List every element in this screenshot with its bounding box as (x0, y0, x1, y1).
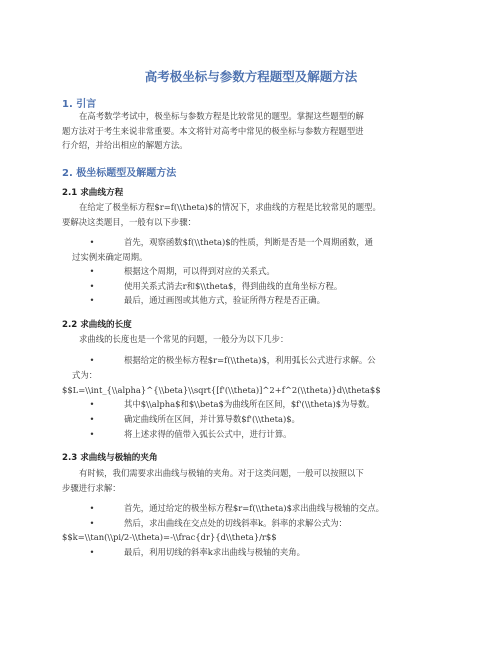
bullet-icon: • (89, 399, 95, 409)
list-item-text: 根据给定的极坐标方程$r=f(\\theta)$，利用弧长公式进行求解。公 (124, 355, 376, 365)
subsection-heading-polar-angle: 2.3 求曲线与极轴的夹角 (62, 453, 158, 463)
section-heading-introduction: 1. 引言 (62, 99, 97, 110)
bullet-icon: • (89, 237, 95, 247)
list-item-text: 最后，利用切线的斜率k求出曲线与极轴的夹角。 (124, 547, 305, 557)
curve-equation-line-2: 要解决这类题目，一般有以下步骤： (62, 216, 196, 227)
list-item (62, 427, 430, 442)
polar-angle-paragraph (62, 466, 430, 495)
curve-length-paragraph: 求曲线的长度也是一个常见的问题，一般分为以下几步： (79, 334, 289, 344)
list-item-text: 然后，求出曲线在交点处的切线斜率k。斜率的求解公式为： (124, 518, 347, 528)
intro-paragraph (62, 109, 430, 153)
list-item-text-continued: 式为： (72, 369, 98, 380)
list-item (62, 353, 430, 382)
list-item (62, 397, 430, 412)
list-item (62, 264, 430, 279)
list-item (62, 412, 430, 427)
list-item-text: 将上述求得的值带入弧长公式中，进行计算。 (124, 429, 292, 439)
list-item-text: 最后，通过画图或其他方式，验证所得方程是否正确。 (124, 295, 325, 305)
subsection-heading-curve-equation: 2.1 求曲线方程 (62, 188, 124, 198)
intro-line-1: 在高考数学考试中，极坐标与参数方程是比较常见的题型。掌握这些题型的解 (79, 111, 364, 121)
slope-formula: $$k=\\tan(\\pi/2-\\theta)=-\\frac{dr}{d\\theta}/r$$ (62, 532, 277, 542)
list-item (62, 293, 430, 308)
bullet-icon: • (89, 355, 95, 365)
bullet-icon: • (89, 281, 95, 291)
list-item (62, 279, 430, 294)
bullet-icon: • (89, 503, 95, 513)
list-item (62, 545, 430, 560)
list-item-text: 使用关系式消去r和$\\theta$，得到曲线的直角坐标方程。 (124, 281, 343, 291)
list-item-text: 首先，观察函数$f(\\theta)$的性质，判断是否是一个周期函数，通 (124, 237, 374, 247)
curve-equation-paragraph (62, 200, 430, 229)
list-item-text: 根据这个周期，可以得到对应的关系式。 (124, 266, 275, 276)
list-item (62, 501, 430, 516)
list-item-text: 确定曲线所在区间，并计算导数$f'(\\theta)$。 (124, 414, 300, 424)
bullet-icon: • (89, 547, 95, 557)
bullet-icon: • (89, 295, 95, 305)
list-item-text: 首先，通过给定的极坐标方程$r=f(\\theta)$求出曲线与极轴的交点。 (124, 503, 385, 513)
list-item-text: 其中$\\alpha$和$\\beta$为曲线所在区间，$f'(\\theta)$为导数。 (124, 399, 375, 409)
list-item (62, 516, 430, 531)
section-heading-polar: 2. 极坐标题型及解题方法 (62, 168, 177, 179)
bullet-icon: • (89, 518, 95, 528)
polar-angle-line-2: 步骤进行求解： (62, 482, 121, 493)
polar-angle-line-1: 有时候，我们需要求出曲线与极轴的夹角。对于这类问题，一般可以按照以下 (79, 468, 364, 478)
bullet-icon: • (89, 429, 95, 439)
list-item-text-continued: 过实例来确定周期。 (72, 251, 148, 262)
document-title: 高考极坐标与参数方程题型及解题方法 (144, 69, 358, 84)
list-item (62, 235, 430, 264)
curve-equation-line-1: 在给定了极坐标方程$r=f(\\theta)$的情况下，求曲线的方程是比较常见的题型。 (79, 202, 381, 212)
intro-line-3: 行介绍，并给出相应的解题方法。 (62, 140, 188, 151)
bullet-icon: • (89, 414, 95, 424)
bullet-icon: • (89, 266, 95, 276)
arc-length-formula: $$L=\\int_{\\alpha}^{\\beta}\\sqrt{[f'(\\theta)]^2+f^2(\\theta)}d\\theta$$ (62, 385, 381, 395)
subsection-heading-curve-length: 2.2 求曲线的长度 (62, 320, 132, 330)
intro-line-2: 题方法对于考生来说非常重要。本文将针对高考中常见的极坐标与参数方程题型进 (62, 125, 364, 136)
